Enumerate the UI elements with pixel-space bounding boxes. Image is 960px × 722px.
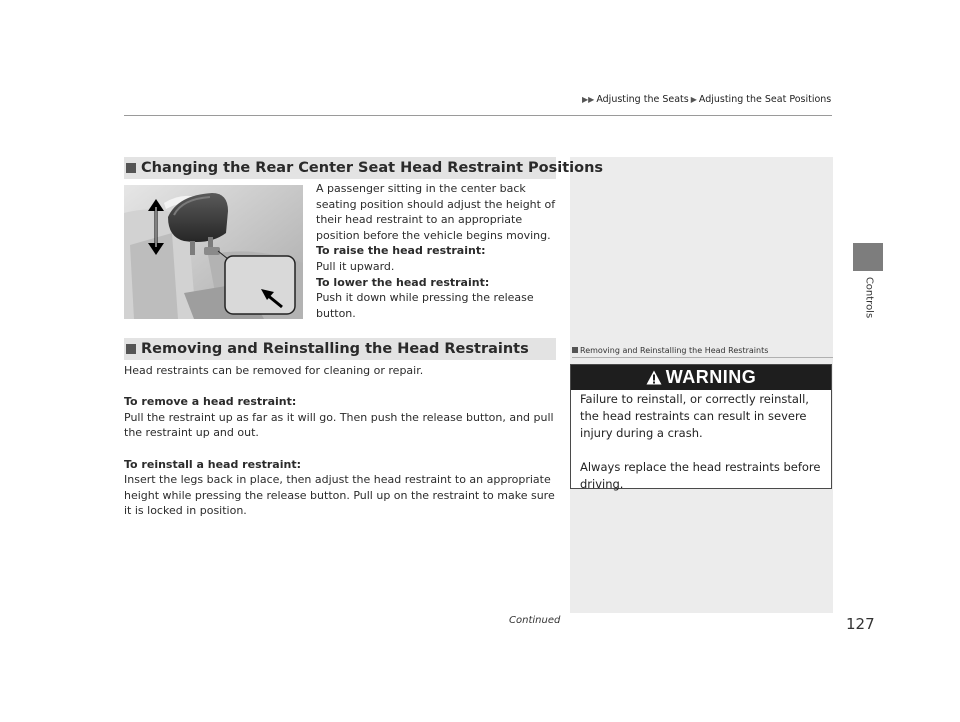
paragraph: Pull the restraint up as far as it will go. Then push the release button, and pull the restraint up and out. [124, 410, 554, 440]
section-heading: Changing the Rear Center Seat Head Restraint Positions [124, 157, 556, 179]
section-marker-icon [126, 163, 136, 173]
section-body [316, 181, 556, 321]
side-note-divider [572, 357, 833, 358]
paragraph: A passenger sitting in the center back seating position should adjust the height of their head restraint to an appropriate position before the vehicle begins moving. [316, 182, 556, 242]
continued-label: Continued [509, 615, 561, 626]
subheading: To reinstall a head restraint: [124, 457, 301, 471]
section-heading: Removing and Reinstalling the Head Restraints [124, 338, 556, 360]
breadcrumb [580, 94, 831, 105]
breadcrumb-item: Adjusting the Seat Positions [698, 94, 832, 105]
section-body [124, 363, 556, 519]
subheading: To remove a head restraint: [124, 395, 297, 409]
breadcrumb-item: Adjusting the Seats [596, 94, 689, 105]
paragraph: Pull it upward. [316, 259, 395, 273]
breadcrumb-arrow-icon: ▶ [690, 95, 697, 104]
warning-header [571, 365, 831, 390]
warning-paragraph: Always replace the head restraints before driving. [580, 460, 821, 491]
subheading: To raise the head restraint: [316, 244, 486, 258]
warning-box [570, 364, 832, 489]
header-divider [124, 115, 832, 116]
warning-text [580, 391, 830, 493]
subheading: To lower the head restraint: [316, 275, 490, 289]
head-restraint-illustration [124, 185, 303, 319]
paragraph: Push it down while pressing the release button. [316, 291, 534, 320]
paragraph: Insert the legs back in place, then adjust the head restraint to an appropriate height while pressing the release button. Pull up on the restraint to make sure it is locked in position. [124, 473, 555, 518]
warning-label: WARNING [665, 367, 757, 387]
chapter-tab [853, 243, 883, 271]
section-marker-icon [126, 344, 136, 354]
rear-seat-image [124, 185, 303, 319]
side-note-title: Removing and Reinstalling the Head Restraints [572, 346, 768, 355]
warning-icon [646, 370, 662, 385]
paragraph: Head restraints can be removed for cleaning or repair. [124, 364, 424, 377]
note-marker-icon [572, 347, 578, 353]
page-number: 127 [846, 615, 875, 633]
breadcrumb-arrow-icon: ▶▶ [582, 95, 595, 104]
warning-paragraph: Failure to reinstall, or correctly reinstall, the head restraints can result in severe injury during a crash. [580, 392, 809, 440]
chapter-tab-label: Controls [863, 276, 875, 319]
